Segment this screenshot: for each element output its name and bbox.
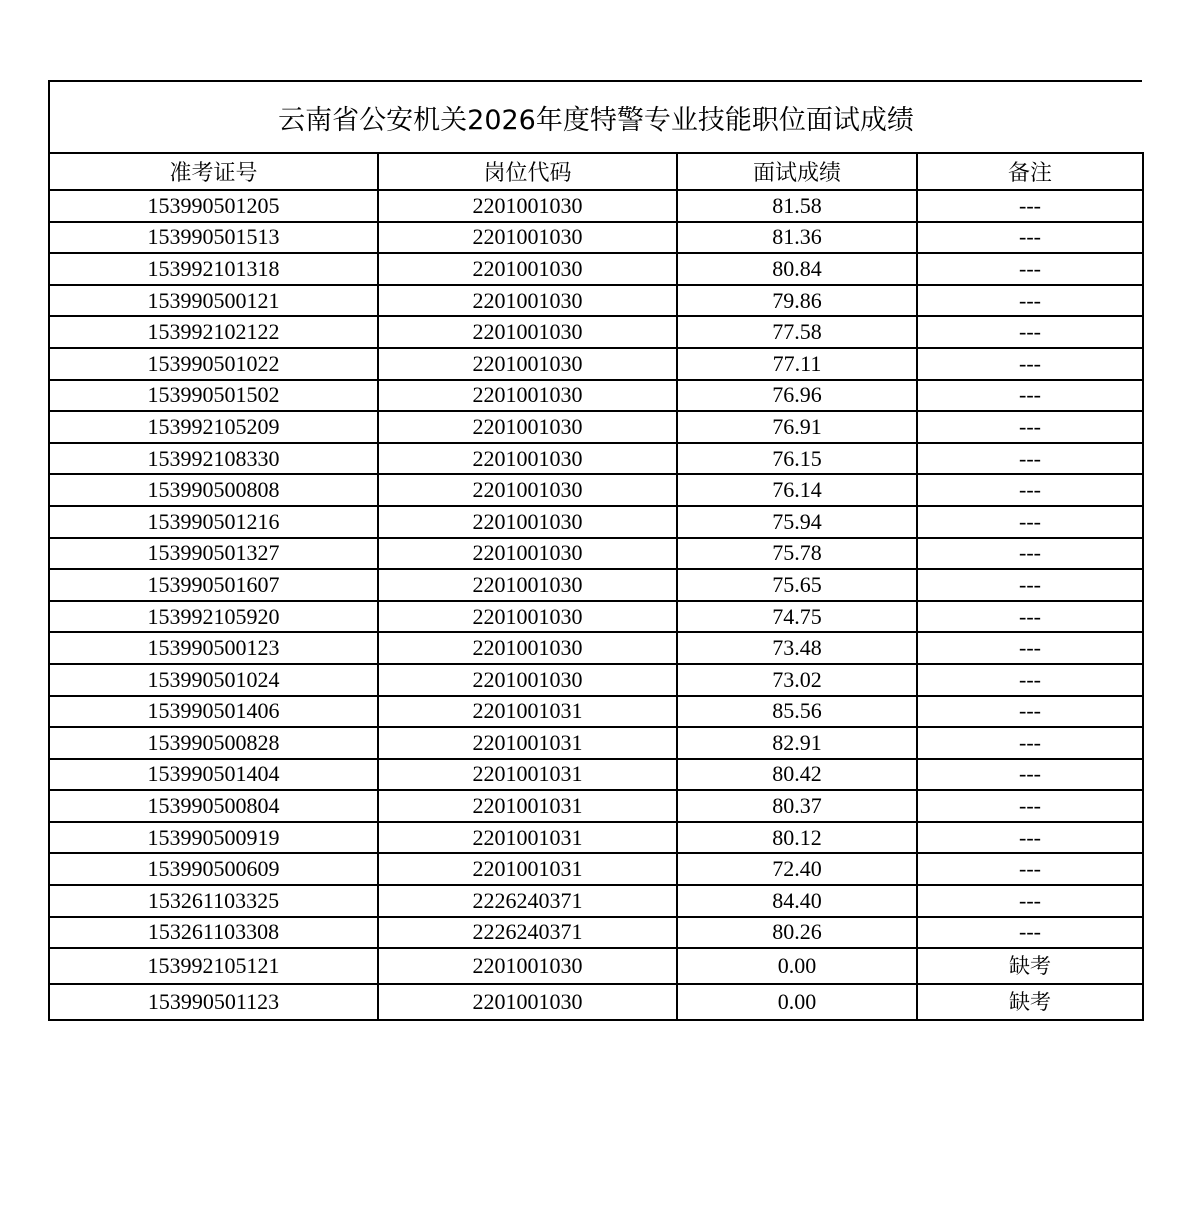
exam-number-cell: 153990501404 <box>49 759 378 791</box>
position-code-cell: 2201001030 <box>378 664 677 696</box>
exam-number-cell: 153261103325 <box>49 885 378 917</box>
table-row <box>49 948 1143 984</box>
position-code-cell: 2201001030 <box>378 984 677 1020</box>
remark-cell: --- <box>917 632 1143 664</box>
remark-cell: --- <box>917 885 1143 917</box>
title-cell <box>48 80 1142 152</box>
remark-cell: --- <box>917 569 1143 601</box>
exam-number-cell: 153992108330 <box>49 443 378 475</box>
position-code-cell: 2201001031 <box>378 759 677 791</box>
score-cell: 81.58 <box>677 190 917 222</box>
table-row <box>49 411 1143 443</box>
table-row <box>49 222 1143 254</box>
position-code-cell: 2201001031 <box>378 696 677 728</box>
exam-number-cell: 153990501123 <box>49 984 378 1020</box>
position-code-cell: 2226240371 <box>378 885 677 917</box>
score-cell: 76.96 <box>677 380 917 412</box>
position-code-cell: 2201001031 <box>378 790 677 822</box>
exam-number-cell: 153990501216 <box>49 506 378 538</box>
exam-number-cell: 153992102122 <box>49 316 378 348</box>
position-code-cell: 2201001030 <box>378 601 677 633</box>
remark-cell: --- <box>917 316 1143 348</box>
remark-cell: 缺考 <box>917 948 1143 984</box>
score-cell: 80.26 <box>677 917 917 949</box>
exam-number-cell: 153990500808 <box>49 474 378 506</box>
position-code-cell: 2201001030 <box>378 632 677 664</box>
exam-number-cell: 153261103308 <box>49 917 378 949</box>
position-code-cell: 2201001031 <box>378 853 677 885</box>
table-row <box>49 316 1143 348</box>
table-row <box>49 348 1143 380</box>
exam-number-cell: 153990501205 <box>49 190 378 222</box>
position-code-cell: 2201001030 <box>378 285 677 317</box>
exam-number-cell: 153990501022 <box>49 348 378 380</box>
remark-cell: --- <box>917 348 1143 380</box>
remark-cell: --- <box>917 790 1143 822</box>
table-row <box>49 917 1143 949</box>
remark-cell: --- <box>917 853 1143 885</box>
exam-number-cell: 153992105209 <box>49 411 378 443</box>
exam-number-cell: 153990501327 <box>49 538 378 570</box>
remark-cell: --- <box>917 443 1143 475</box>
remark-cell: --- <box>917 411 1143 443</box>
table-row <box>49 822 1143 854</box>
table-row <box>49 727 1143 759</box>
position-code-cell: 2201001030 <box>378 253 677 285</box>
score-cell: 77.11 <box>677 348 917 380</box>
header-interview-score: 面试成绩 <box>677 153 917 190</box>
table-row <box>49 632 1143 664</box>
exam-number-cell: 153992101318 <box>49 253 378 285</box>
score-cell: 80.12 <box>677 822 917 854</box>
remark-cell: --- <box>917 917 1143 949</box>
score-cell: 79.86 <box>677 285 917 317</box>
remark-cell: --- <box>917 474 1143 506</box>
exam-number-cell: 153990501513 <box>49 222 378 254</box>
score-cell: 77.58 <box>677 316 917 348</box>
remark-cell: --- <box>917 759 1143 791</box>
score-cell: 75.94 <box>677 506 917 538</box>
remark-cell: --- <box>917 822 1143 854</box>
score-cell: 74.75 <box>677 601 917 633</box>
position-code-cell: 2201001030 <box>378 538 677 570</box>
exam-number-cell: 153990501406 <box>49 696 378 728</box>
position-code-cell: 2201001030 <box>378 411 677 443</box>
table-row <box>49 474 1143 506</box>
score-cell: 0.00 <box>677 948 917 984</box>
score-sheet <box>48 80 1142 1021</box>
score-cell: 0.00 <box>677 984 917 1020</box>
remark-cell: --- <box>917 601 1143 633</box>
header-exam-number: 准考证号 <box>49 153 378 190</box>
position-code-cell: 2201001031 <box>378 727 677 759</box>
exam-number-cell: 153990500121 <box>49 285 378 317</box>
score-cell: 76.15 <box>677 443 917 475</box>
header-remarks: 备注 <box>917 153 1143 190</box>
remark-cell: --- <box>917 727 1143 759</box>
table-row <box>49 601 1143 633</box>
score-cell: 73.02 <box>677 664 917 696</box>
score-table <box>48 152 1144 1021</box>
exam-number-cell: 153990501502 <box>49 380 378 412</box>
table-row <box>49 853 1143 885</box>
remark-cell: --- <box>917 190 1143 222</box>
exam-number-cell: 153990500804 <box>49 790 378 822</box>
position-code-cell: 2201001030 <box>378 569 677 601</box>
score-cell: 73.48 <box>677 632 917 664</box>
table-row <box>49 380 1143 412</box>
score-cell: 80.42 <box>677 759 917 791</box>
remark-cell: --- <box>917 222 1143 254</box>
header-position-code: 岗位代码 <box>378 153 677 190</box>
position-code-cell: 2201001030 <box>378 348 677 380</box>
table-row <box>49 696 1143 728</box>
remark-cell: --- <box>917 253 1143 285</box>
exam-number-cell: 153990500828 <box>49 727 378 759</box>
position-code-cell: 2201001030 <box>378 380 677 412</box>
score-cell: 76.91 <box>677 411 917 443</box>
position-code-cell: 2201001030 <box>378 316 677 348</box>
header-row <box>49 153 1143 190</box>
remark-cell: --- <box>917 664 1143 696</box>
score-cell: 82.91 <box>677 727 917 759</box>
position-code-cell: 2201001030 <box>378 474 677 506</box>
table-row <box>49 285 1143 317</box>
table-row <box>49 569 1143 601</box>
exam-number-cell: 153992105920 <box>49 601 378 633</box>
position-code-cell: 2201001030 <box>378 948 677 984</box>
score-cell: 81.36 <box>677 222 917 254</box>
remark-cell: --- <box>917 538 1143 570</box>
remark-cell: --- <box>917 696 1143 728</box>
page-title: 云南省公安机关2026年度特警专业技能职位面试成绩 <box>278 104 914 136</box>
table-body <box>49 190 1143 1020</box>
position-code-cell: 2201001030 <box>378 190 677 222</box>
position-code-cell: 2201001030 <box>378 222 677 254</box>
position-code-cell: 2201001030 <box>378 443 677 475</box>
exam-number-cell: 153992105121 <box>49 948 378 984</box>
exam-number-cell: 153990501024 <box>49 664 378 696</box>
table-row <box>49 538 1143 570</box>
table-row <box>49 790 1143 822</box>
score-cell: 75.78 <box>677 538 917 570</box>
score-cell: 72.40 <box>677 853 917 885</box>
table-row <box>49 253 1143 285</box>
score-cell: 76.14 <box>677 474 917 506</box>
table-row <box>49 759 1143 791</box>
remark-cell: 缺考 <box>917 984 1143 1020</box>
table-row <box>49 664 1143 696</box>
score-cell: 80.84 <box>677 253 917 285</box>
score-cell: 84.40 <box>677 885 917 917</box>
remark-cell: --- <box>917 380 1143 412</box>
score-cell: 80.37 <box>677 790 917 822</box>
table-row <box>49 506 1143 538</box>
score-cell: 85.56 <box>677 696 917 728</box>
exam-number-cell: 153990501607 <box>49 569 378 601</box>
table-row <box>49 984 1143 1020</box>
table-row <box>49 885 1143 917</box>
table-row <box>49 190 1143 222</box>
exam-number-cell: 153990500609 <box>49 853 378 885</box>
score-cell: 75.65 <box>677 569 917 601</box>
table-row <box>49 443 1143 475</box>
exam-number-cell: 153990500919 <box>49 822 378 854</box>
position-code-cell: 2201001031 <box>378 822 677 854</box>
position-code-cell: 2201001030 <box>378 506 677 538</box>
position-code-cell: 2226240371 <box>378 917 677 949</box>
exam-number-cell: 153990500123 <box>49 632 378 664</box>
remark-cell: --- <box>917 285 1143 317</box>
remark-cell: --- <box>917 506 1143 538</box>
